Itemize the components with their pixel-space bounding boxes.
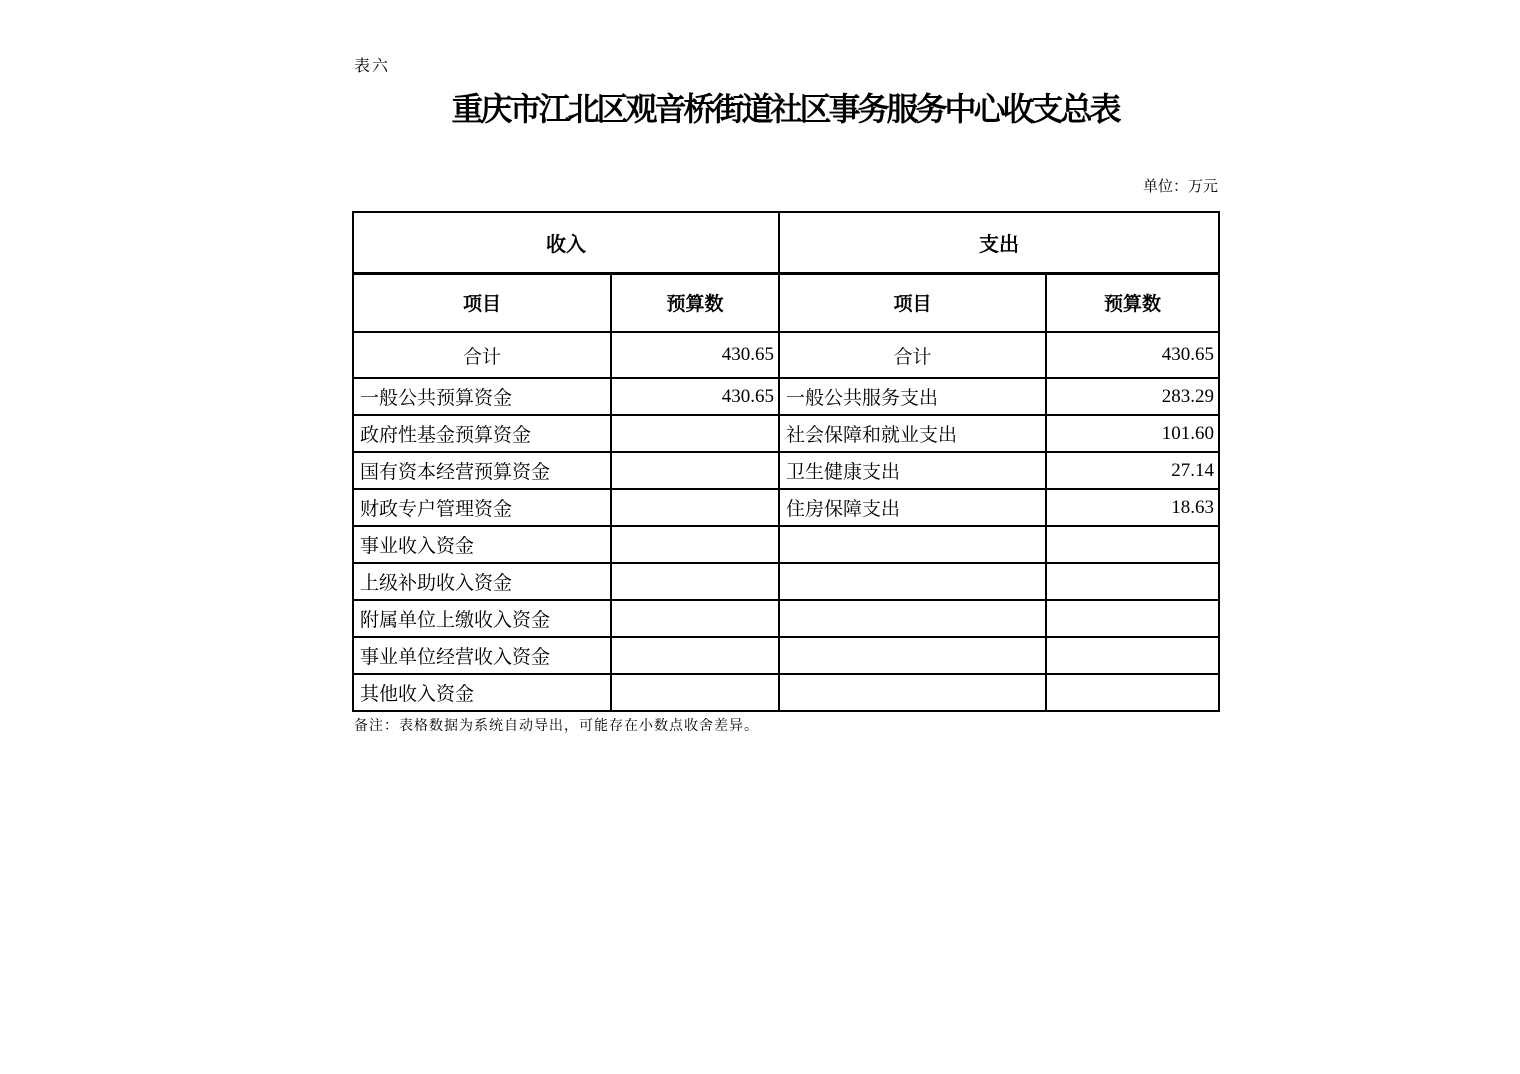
expense-item-column-header: 项目 <box>779 273 1046 332</box>
expense-value-cell <box>1046 563 1219 600</box>
expense-value-cell: 18.63 <box>1046 489 1219 526</box>
table-row <box>353 637 1219 674</box>
income-value-cell: 430.65 <box>611 378 779 415</box>
table-row <box>353 452 1219 489</box>
expense-value-cell <box>1046 637 1219 674</box>
table-row <box>353 526 1219 563</box>
expense-item-cell <box>779 674 1046 711</box>
income-item-cell: 上级补助收入资金 <box>353 563 611 600</box>
expense-item-cell <box>779 563 1046 600</box>
expense-value-cell: 101.60 <box>1046 415 1219 452</box>
income-item-cell: 附属单位上缴收入资金 <box>353 600 611 637</box>
expense-value-cell: 27.14 <box>1046 452 1219 489</box>
table-row <box>353 332 1219 378</box>
income-value-cell <box>611 489 779 526</box>
expense-item-cell: 一般公共服务支出 <box>779 378 1046 415</box>
income-item-cell: 其他收入资金 <box>353 674 611 711</box>
income-item-cell: 一般公共预算资金 <box>353 378 611 415</box>
income-item-cell: 财政专户管理资金 <box>353 489 611 526</box>
table-row <box>353 415 1219 452</box>
income-value-cell <box>611 415 779 452</box>
income-value-cell <box>611 637 779 674</box>
table-row <box>353 600 1219 637</box>
expense-item-cell <box>779 637 1046 674</box>
expense-item-cell <box>779 526 1046 563</box>
income-expense-table <box>352 211 1220 712</box>
expense-item-cell: 社会保障和就业支出 <box>779 415 1046 452</box>
expense-value-cell <box>1046 674 1219 711</box>
expense-group-header: 支出 <box>779 212 1219 273</box>
table-body <box>353 332 1219 711</box>
expense-item-cell: 住房保障支出 <box>779 489 1046 526</box>
income-budget-column-header: 预算数 <box>611 273 779 332</box>
expense-value-cell: 430.65 <box>1046 332 1219 378</box>
unit-note: 单位：万元 <box>1142 179 1218 195</box>
income-value-cell <box>611 563 779 600</box>
table-row <box>353 378 1219 415</box>
table-number-label: 表六 <box>354 58 391 75</box>
expense-item-cell: 合计 <box>779 332 1046 378</box>
income-group-header: 收入 <box>353 212 779 273</box>
income-item-cell: 合计 <box>353 332 611 378</box>
expense-value-cell <box>1046 600 1219 637</box>
table-row <box>353 563 1219 600</box>
column-header-row <box>353 273 1219 332</box>
expense-item-cell: 卫生健康支出 <box>779 452 1046 489</box>
income-value-cell: 430.65 <box>611 332 779 378</box>
expense-value-cell: 283.29 <box>1046 378 1219 415</box>
expense-item-cell <box>779 600 1046 637</box>
income-item-cell: 事业收入资金 <box>353 526 611 563</box>
income-value-cell <box>611 674 779 711</box>
expense-value-cell <box>1046 526 1219 563</box>
income-item-column-header: 项目 <box>353 273 611 332</box>
income-value-cell <box>611 600 779 637</box>
page-title: 重庆市江北区观音桥街道社区事务服务中心收支总表 <box>451 91 1119 127</box>
table-row <box>353 489 1219 526</box>
income-value-cell <box>611 452 779 489</box>
group-header-row <box>353 212 1219 273</box>
footnote: 备注：表格数据为系统自动导出，可能存在小数点收舍差异。 <box>354 719 759 734</box>
income-item-cell: 事业单位经营收入资金 <box>353 637 611 674</box>
table-row <box>353 674 1219 711</box>
income-value-cell <box>611 526 779 563</box>
income-item-cell: 国有资本经营预算资金 <box>353 452 611 489</box>
expense-budget-column-header: 预算数 <box>1046 273 1219 332</box>
income-item-cell: 政府性基金预算资金 <box>353 415 611 452</box>
